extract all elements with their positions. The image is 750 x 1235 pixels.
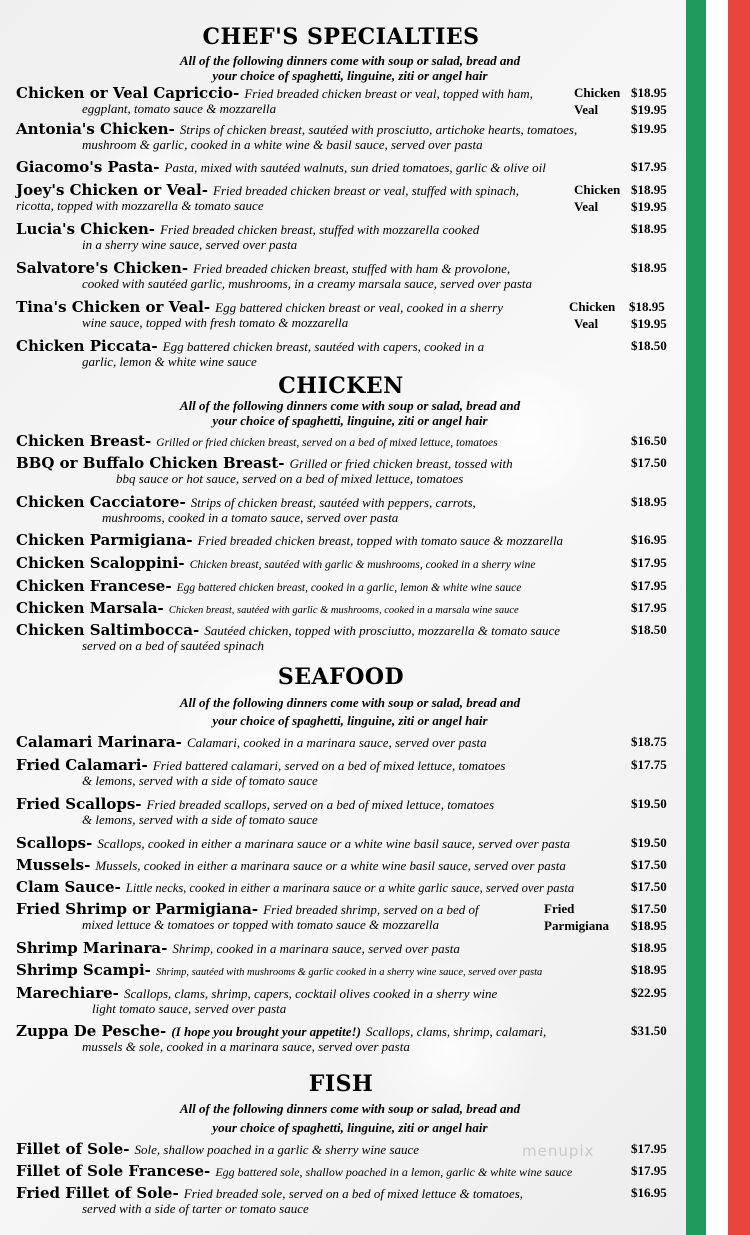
item-name: Chicken Cacciatore-: [16, 493, 186, 511]
item-name: BBQ or Buffalo Chicken Breast-: [16, 454, 285, 472]
item-name: Antonia's Chicken-: [16, 120, 175, 138]
text: All of the following dinners come with soup or salad, bread and: [179, 53, 521, 68]
menu-item: [16, 576, 676, 595]
item-name: Shrimp Marinara-: [16, 939, 168, 957]
menu-item: [16, 833, 676, 852]
item-name: Chicken Breast-: [16, 432, 152, 450]
item-description-continued: eggplant, tomato sauce & mozzarella: [82, 101, 277, 116]
item-name: Fried Calamari-: [16, 756, 148, 774]
menu-item: [16, 83, 676, 117]
item-description: Sole, shallow poached in a garlic & sherry wine sauce: [134, 1142, 420, 1157]
menu-item: [16, 960, 676, 979]
menu-item: [16, 219, 676, 252]
price: $19.95: [631, 316, 667, 331]
item-name: Chicken Scaloppini-: [16, 554, 185, 572]
price: $31.50: [631, 1023, 667, 1038]
price: $17.95: [631, 1141, 667, 1156]
text: your choice of spaghetti, linguine, ziti or angel hair: [212, 413, 488, 428]
item-name: Chicken Piccata-: [16, 337, 158, 355]
price-variant: Parmigiana: [544, 918, 609, 933]
price: $18.95: [631, 940, 667, 955]
menu-item: [16, 336, 676, 369]
text: All of the following dinners come with soup or salad, bread and: [179, 695, 521, 710]
item-name: Salvatore's Chicken-: [16, 259, 189, 277]
item-description-continued: & lemons, served with a side of tomato sauce: [82, 812, 318, 827]
item-description: Egg battered chicken breast or veal, cooked in a sherry: [215, 300, 503, 315]
item-description: Scallops, clams, shrimp, calamari,: [366, 1024, 547, 1039]
menu-item: [16, 119, 676, 152]
item-description: Egg battered sole, shallow poached in a lemon, garlic & white wine sauce: [215, 1165, 573, 1179]
item-description: Scallops, clams, shrimp, capers, cocktail olives cooked in a sherry wine: [124, 986, 498, 1001]
item-name: Chicken Francese-: [16, 577, 172, 595]
item-description-continued: mushroom & garlic, cooked in a white wine & basil sauce, served over pasta: [82, 137, 483, 152]
item-description-continued: garlic, lemon & white wine sauce: [82, 354, 257, 369]
item-description: Fried breaded sole, served on a bed of mixed lettuce & tomatoes,: [183, 1186, 524, 1201]
item-name: Clam Sauce-: [16, 878, 121, 896]
menu-item: [16, 180, 676, 214]
menu-item: [16, 899, 676, 933]
price: $22.95: [631, 985, 667, 1000]
item-description: Fried breaded scallops, served on a bed of mixed lettuce, tomatoes: [146, 797, 495, 812]
item-description: Sautéed chicken, topped with prosciutto, mozzarella & tomato sauce: [204, 623, 561, 638]
menu-item: [16, 258, 676, 291]
menu-item: [16, 492, 676, 525]
price: $18.75: [631, 734, 667, 749]
price: $17.95: [631, 159, 667, 174]
section-title-fish: FISH: [308, 1071, 374, 1097]
item-description: Fried battered calamari, served on a bed of mixed lettuce, tomatoes: [152, 758, 506, 773]
price: $17.50: [631, 455, 667, 470]
item-description: Fried breaded shrimp, served on a bed of: [263, 902, 479, 917]
item-description: Fried breaded chicken breast, stuffed with ham & provolone,: [193, 261, 511, 276]
menu-item: [16, 794, 676, 827]
item-description: Grilled or fried chicken breast, tossed with: [289, 456, 513, 471]
flag-stripe-red: [728, 0, 750, 1235]
section-note: [0, 398, 700, 428]
item-description: Pasta, mixed with sautéed walnuts, sun dried tomatoes, garlic & olive oil: [164, 160, 546, 175]
item-name: Chicken or Veal Capriccio-: [16, 84, 240, 102]
menu-item: [16, 732, 676, 751]
price: $18.95: [631, 962, 667, 977]
item-description-continued: mussels & sole, cooked in a marinara sauce, served over pasta: [82, 1039, 410, 1054]
price: $18.95: [631, 260, 667, 275]
text: All of the following dinners come with soup or salad, bread and: [179, 398, 521, 413]
item-description-continued: mushrooms, cooked in a tomato sauce, served over pasta: [102, 510, 399, 525]
item-description-continued: bbq sauce or hot sauce, served on a bed of mixed lettuce, tomatoes: [116, 471, 464, 486]
menu-item: [16, 938, 676, 957]
item-name: Mussels-: [16, 856, 91, 874]
price: $17.50: [631, 857, 667, 872]
price: $17.50: [631, 901, 667, 916]
menu-item: [16, 598, 676, 617]
price: $18.95: [631, 182, 667, 197]
price: $19.95: [631, 199, 667, 214]
price: $17.95: [631, 555, 667, 570]
price: $19.50: [631, 796, 667, 811]
menu-item: [16, 297, 676, 331]
price: $16.95: [631, 532, 667, 547]
price: $18.95: [631, 494, 667, 509]
price: $17.95: [631, 1163, 667, 1178]
price: $19.95: [631, 121, 667, 136]
text: All of the following dinners come with soup or salad, bread and: [179, 1101, 521, 1116]
menu-item: [16, 1183, 676, 1216]
text: your choice of spaghetti, linguine, ziti or angel hair: [212, 1120, 488, 1135]
menu-item: [16, 453, 676, 486]
section-note: [0, 694, 700, 730]
menu-item: [16, 855, 676, 874]
item-description-continued: mixed lettuce & tomatoes or topped with tomato sauce & mozzarella: [82, 917, 439, 932]
text: your choice of spaghetti, linguine, ziti or angel hair: [212, 713, 488, 728]
price-variant: Veal: [574, 316, 599, 331]
item-description-continued: & lemons, served with a side of tomato sauce: [82, 773, 318, 788]
menu-item: [16, 983, 676, 1016]
section-title-seafood: SEAFOOD: [277, 664, 405, 690]
item-name: Fillet of Sole-: [16, 1140, 130, 1158]
menu-item: [16, 431, 676, 450]
item-name: Marechiare-: [16, 984, 119, 1002]
price-variant: Veal: [574, 102, 599, 117]
flag-stripe-green: [686, 0, 706, 1235]
item-name: Zuppa De Pesche-: [16, 1022, 167, 1040]
price: $16.50: [631, 433, 667, 448]
menu-item: [16, 1161, 676, 1180]
item-name: Fried Shrimp or Parmigiana-: [16, 900, 259, 918]
menu-item: [16, 755, 676, 788]
item-description: Chicken breast, sautéed with garlic & mushrooms, cooked in a marsala wine sauce: [168, 605, 519, 616]
menu-item: [16, 530, 676, 549]
section-note: [0, 53, 700, 83]
item-name: Joey's Chicken or Veal-: [16, 181, 208, 199]
item-name: Giacomo's Pasta-: [16, 158, 160, 176]
item-name: Chicken Saltimbocca-: [16, 621, 200, 639]
section-note: [0, 1099, 700, 1137]
price: $18.95: [631, 918, 667, 933]
price: $16.95: [631, 1185, 667, 1200]
price-variant: Chicken: [574, 182, 621, 197]
menu-item: [16, 157, 676, 176]
item-description: Chicken breast, sautéed with garlic & mushrooms, cooked in a sherry wine: [189, 559, 536, 571]
price-variant: Chicken: [574, 85, 621, 100]
menu-item: [16, 553, 676, 572]
price: $18.50: [631, 338, 667, 353]
item-description-continued: cooked with sautéed garlic, mushrooms, in a creamy marsala sauce, served over pasta: [82, 276, 532, 291]
item-description: Mussels, cooked in either a marinara sauce or a white wine basil sauce, served over pasta: [95, 858, 566, 873]
menu-item: [16, 1021, 676, 1054]
item-name: Lucia's Chicken-: [16, 220, 156, 238]
item-description: Scallops, cooked in either a marinara sauce or a white wine basil sauce, served over pasta: [97, 836, 570, 851]
item-name: Tina's Chicken or Veal-: [16, 298, 211, 316]
item-description: Shrimp, cooked in a marinara sauce, served over pasta: [172, 941, 460, 956]
item-name: Shrimp Scampi-: [16, 961, 151, 979]
item-description: Fried breaded chicken breast, topped with tomato sauce & mozzarella: [197, 533, 564, 548]
item-description: Egg battered chicken breast, sautéed with capers, cooked in a: [162, 339, 485, 354]
section-title-chicken: CHICKEN: [278, 373, 404, 399]
price: $18.95: [629, 299, 665, 314]
price: $17.75: [631, 757, 667, 772]
item-description-continued: in a sherry wine sauce, served over pasta: [82, 237, 298, 252]
item-description: Egg battered chicken breast, cooked in a garlic, lemon & white wine sauce: [176, 582, 522, 594]
flag-stripe-white: [706, 0, 728, 1235]
item-description: Calamari, cooked in a marinara sauce, served over pasta: [186, 735, 487, 750]
item-description: Strips of chicken breast, sautéed with peppers, carrots,: [190, 495, 476, 510]
text: your choice of spaghetti, linguine, ziti or angel hair: [212, 68, 488, 83]
item-description: Fried breaded chicken breast or veal, stuffed with spinach,: [213, 183, 519, 198]
item-name: Scallops-: [16, 834, 93, 852]
item-description-continued: served on a bed of sautéed spinach: [82, 638, 264, 653]
item-name: Chicken Parmigiana-: [16, 531, 193, 549]
section-title-specialties: CHEF'S SPECIALTIES: [202, 24, 480, 50]
price: $19.50: [631, 835, 667, 850]
item-name: Fried Fillet of Sole-: [16, 1184, 179, 1202]
item-description: Grilled or fried chicken breast, served on a bed of mixed lettuce, tomatoes: [156, 437, 498, 449]
item-description: Strips of chicken breast, sautéed with prosciutto, artichoke hearts, tomatoes,: [179, 122, 578, 137]
watermark: menupix: [522, 1142, 595, 1160]
item-description-continued: light tomato sauce, served over pasta: [92, 1001, 287, 1016]
price-variant: Fried: [544, 901, 575, 916]
item-description: Fried breaded chicken breast or veal, topped with ham,: [244, 86, 533, 101]
item-description: Fried breaded chicken breast, stuffed with mozzarella cooked: [160, 222, 480, 237]
item-name: Fillet of Sole Francese-: [16, 1162, 211, 1180]
price-variant: Chicken: [569, 299, 616, 314]
item-description-continued: ricotta, topped with mozzarella & tomato sauce: [16, 198, 264, 213]
item-name: Chicken Marsala-: [16, 599, 164, 617]
menu-item: [16, 877, 676, 896]
price: $18.50: [631, 622, 667, 637]
item-description: Shrimp, sautéed with mushrooms & garlic cooked in a sherry wine sauce, served over pasta: [155, 967, 543, 978]
item-description-continued: wine sauce, topped with fresh tomato & mozzarella: [82, 315, 349, 330]
item-description: Little necks, cooked in either a marinara sauce or a white garlic sauce, served over pasta: [125, 881, 575, 895]
price: $19.95: [631, 102, 667, 117]
item-description-continued: served with a side of tarter or tomato sauce: [82, 1201, 309, 1216]
price: $17.95: [631, 578, 667, 593]
menu-item: [16, 620, 676, 653]
price: $17.50: [631, 879, 667, 894]
price: $17.95: [631, 600, 667, 615]
price: $18.95: [631, 221, 667, 236]
item-note: (I hope you brought your appetite!): [171, 1024, 361, 1039]
price: $18.95: [631, 85, 667, 100]
item-name: Fried Scallops-: [16, 795, 142, 813]
item-name: Calamari Marinara-: [16, 733, 182, 751]
price-variant: Veal: [574, 199, 599, 214]
